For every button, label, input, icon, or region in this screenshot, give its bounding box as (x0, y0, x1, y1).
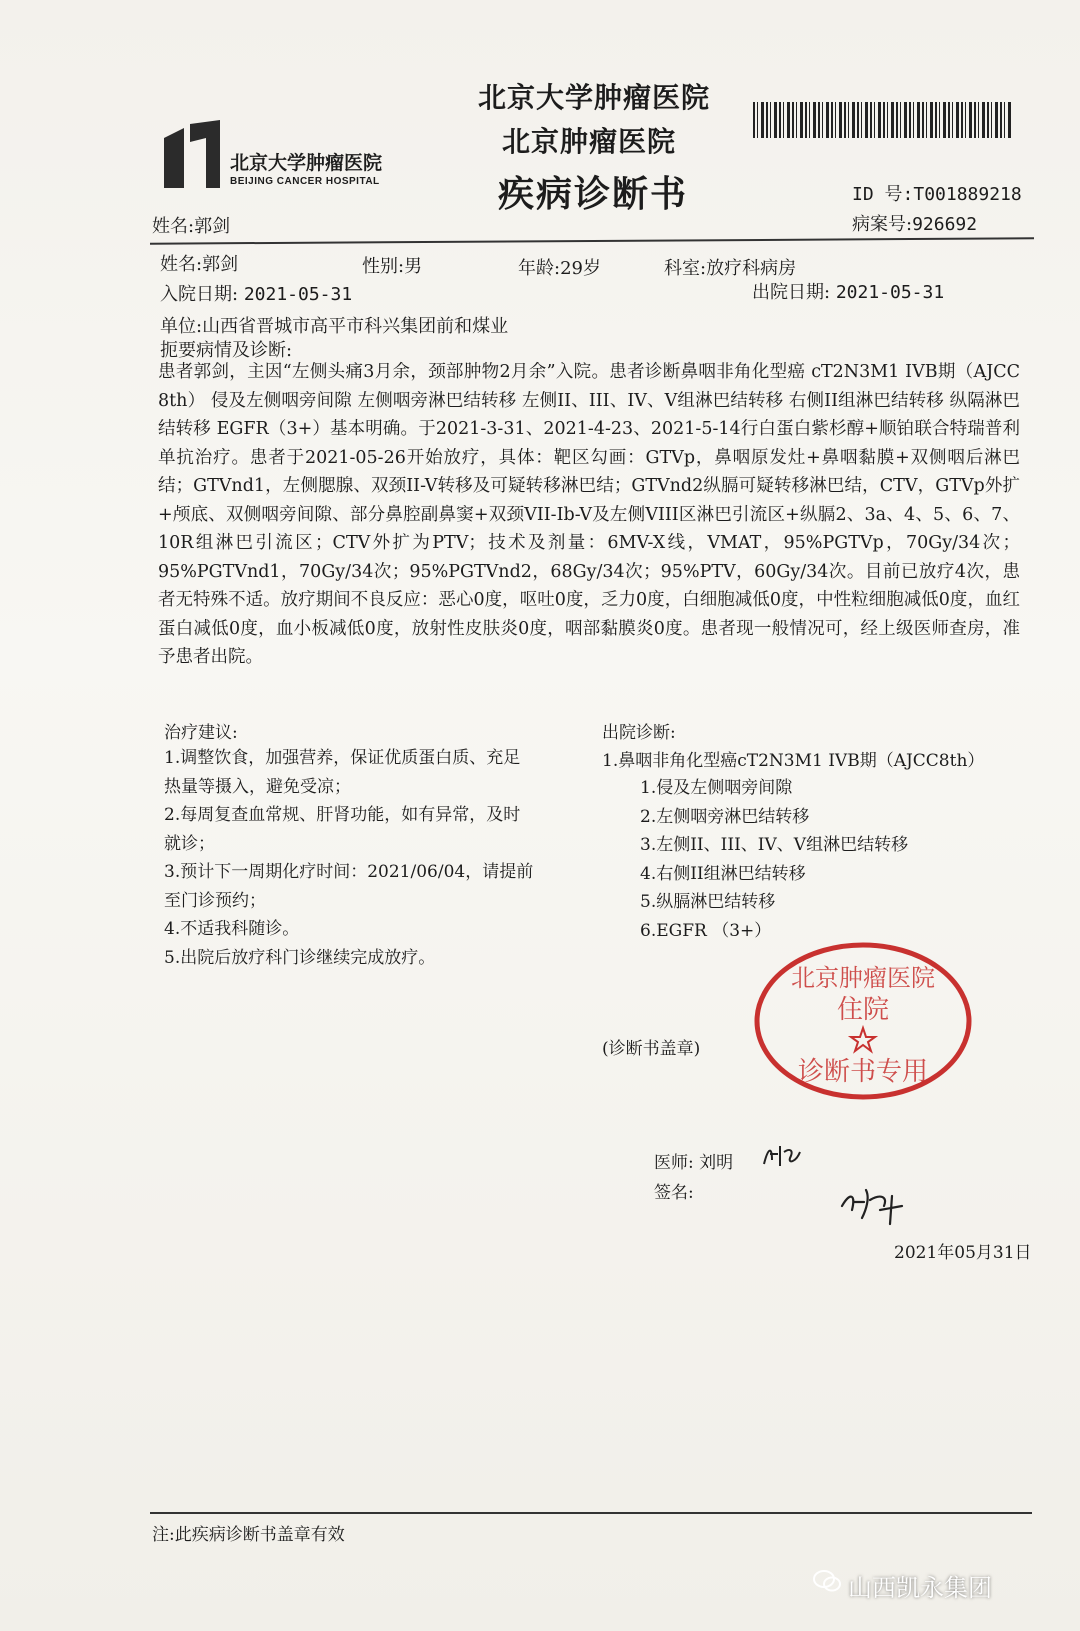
treatment-line: 5.出院后放疗科门诊继续完成放疗。 (164, 947, 436, 968)
name-top: 姓名:郭剑 (152, 216, 231, 237)
dept-label: 科室: (664, 258, 707, 279)
id-field (852, 180, 1022, 206)
treatment-line: 4.不适我科随诊。 (164, 919, 300, 939)
logo-mark-icon (162, 120, 222, 190)
bottom-rule (150, 1512, 1032, 1514)
sign-date: 2021年05月31日 (894, 1243, 1032, 1263)
dept-value: 放疗科病房 (706, 258, 797, 279)
signature-handwriting-icon (836, 1180, 916, 1226)
seal-bottom-text: 诊断书专用 (797, 1057, 929, 1087)
id-value: T001889218 (913, 184, 1022, 205)
patient-gender (362, 252, 422, 278)
dx-item: 5.纵膈淋巴结转移 (640, 892, 776, 912)
seal-top-text: 北京肿瘤医院 (791, 964, 935, 992)
initials-scribble-icon (760, 1138, 804, 1172)
gender-label: 性别: (362, 256, 405, 277)
barcode (753, 102, 1013, 138)
hospital-name-2: 北京肿瘤医院 (502, 125, 677, 158)
logo-chinese-name: 北京大学肿瘤医院 (230, 152, 383, 174)
age-label: 年龄: (518, 258, 561, 279)
footer-note: 注:此疾病诊断书盖章有效 (152, 1525, 345, 1545)
treatment-line: 1.调整饮食，加强营养，保证优质蛋白质、充足 (164, 748, 521, 768)
hospital-name-1: 北京大学肿瘤医院 (478, 81, 711, 114)
treatment-list (164, 744, 533, 972)
hospital-seal-icon (752, 940, 974, 1102)
treatment-line: 2.每周复查血常规、肝肾功能，如有异常，及时 (164, 805, 521, 825)
discharge-date (752, 278, 944, 304)
patient-age (518, 254, 601, 280)
dx-item: 2.左侧咽旁淋巴结转移 (640, 806, 810, 827)
discharge-dx-title: 出院诊断: (602, 723, 676, 743)
discharge-dx-list (640, 774, 908, 945)
admit-value: 2021-05-31 (243, 284, 353, 305)
unit-value: 山西省晋城市高平市科兴集团前和煤业 (202, 316, 509, 337)
summary-title: 扼要病情及诊断: (160, 340, 293, 361)
seal-label: (诊断书盖章) (602, 1039, 701, 1059)
case-value: 926692 (912, 214, 978, 235)
unit-field (160, 312, 508, 338)
admit-date (160, 280, 352, 306)
case-field (852, 210, 977, 236)
summary-text: 患者郭剑，主因“左侧头痛3月余，颈部肿物2月余”入院。患者诊断鼻咽非角化型癌 cT2N3M1 IVB期（AJCC 8th） 侵及左侧咽旁间隙 左侧咽旁淋巴结转移 左侧II、III、IV、V组淋巴结转移 右侧II组淋巴结转移 纵隔淋巴结转移 EGFR（3+）基本明确。于2021-3-31、2021-4-23、2021-5-14行白蛋白紫杉醇+顺铂联合特瑞普利单抗治疗。患者于2021-05-26开始放疗，具体：靶区勾画：GTVp，鼻咽原发灶+鼻咽黏膜+双侧咽后淋巴结；GTVnd1，左侧腮腺、双颈II-V转移及可疑转移淋巴结；GTVnd2纵膈可疑转移淋巴结，CTV，GTVp外扩+颅底、双侧咽旁间隙、部分鼻腔副鼻窦+双颈VII-Ib-V及左侧VIII区淋巴引流区+纵膈2、3a、4、5、6、7、10R组淋巴引流区；CTV外扩为PTV；技术及剂量：6MV-X线，VMAT，95%PGTVp，70Gy/34次；95%PGTVnd1，70Gy/34次；95%PGTVnd2，68Gy/34次；95%PTV，60Gy/34次。目前已放疗4次，患者无特殊不适。放疗期间不良反应：恶心0度，呕吐0度，乏力0度，白细胞减低0度，中性粒细胞减低0度，血红蛋白减低0度，血小板减低0度，放射性皮肤炎0度，咽部黏膜炎0度。患者现一般情况可，经上级医师查房，准予患者出院。 (158, 362, 1020, 667)
treatment-line: 3.预计下一周期化疗时间：2021/06/04，请提前 (164, 862, 534, 882)
name-label: 姓名: (160, 254, 203, 275)
top-rule (150, 237, 1034, 244)
case-summary (158, 358, 1020, 672)
treatment-line: 至门诊预约； (164, 890, 266, 911)
logo-english-name: BEIJING CANCER HOSPITAL (230, 176, 380, 187)
treatment-title: 治疗建议: (164, 723, 238, 743)
dx-item: 4.右侧II组淋巴结转移 (640, 863, 806, 884)
doctor-label: 医师: (654, 1153, 694, 1173)
discharge-dx-main: 1.鼻咽非角化型癌cT2N3M1 IVB期（AJCC8th） (602, 751, 985, 771)
unit-label: 单位: (160, 316, 203, 337)
sign-label: 签名: (654, 1183, 694, 1203)
discharge-value: 2021-05-31 (835, 282, 945, 303)
id-label: ID 号: (852, 184, 914, 205)
dx-item: 3.左侧II、III、IV、V组淋巴结转移 (640, 835, 909, 855)
doctor-name: 刘明 (699, 1153, 734, 1173)
watermark-text: 山西凯永集团 (848, 1574, 992, 1602)
wechat-icon (812, 1568, 842, 1594)
treatment-line: 就诊； (164, 833, 215, 854)
patient-name (160, 250, 238, 276)
dx-item: 1.侵及左侧咽旁间隙 (640, 778, 793, 798)
hospital-logo (162, 120, 383, 194)
dx-item: 6.EGFR （3+） (640, 920, 772, 941)
doctor-field (654, 1148, 733, 1173)
document-title: 疾病诊断书 (498, 174, 689, 215)
case-label: 病案号: (852, 214, 913, 235)
discharge-label: 出院日期: (752, 282, 831, 303)
name-value: 郭剑 (202, 254, 239, 275)
patient-dept (664, 254, 796, 280)
age-value: 29岁 (560, 258, 601, 279)
admit-label: 入院日期: (160, 284, 239, 305)
treatment-line: 热量等摄入，避免受凉； (164, 776, 351, 797)
seal-middle-text: 住院 (836, 995, 890, 1025)
gender-value: 男 (404, 256, 423, 277)
